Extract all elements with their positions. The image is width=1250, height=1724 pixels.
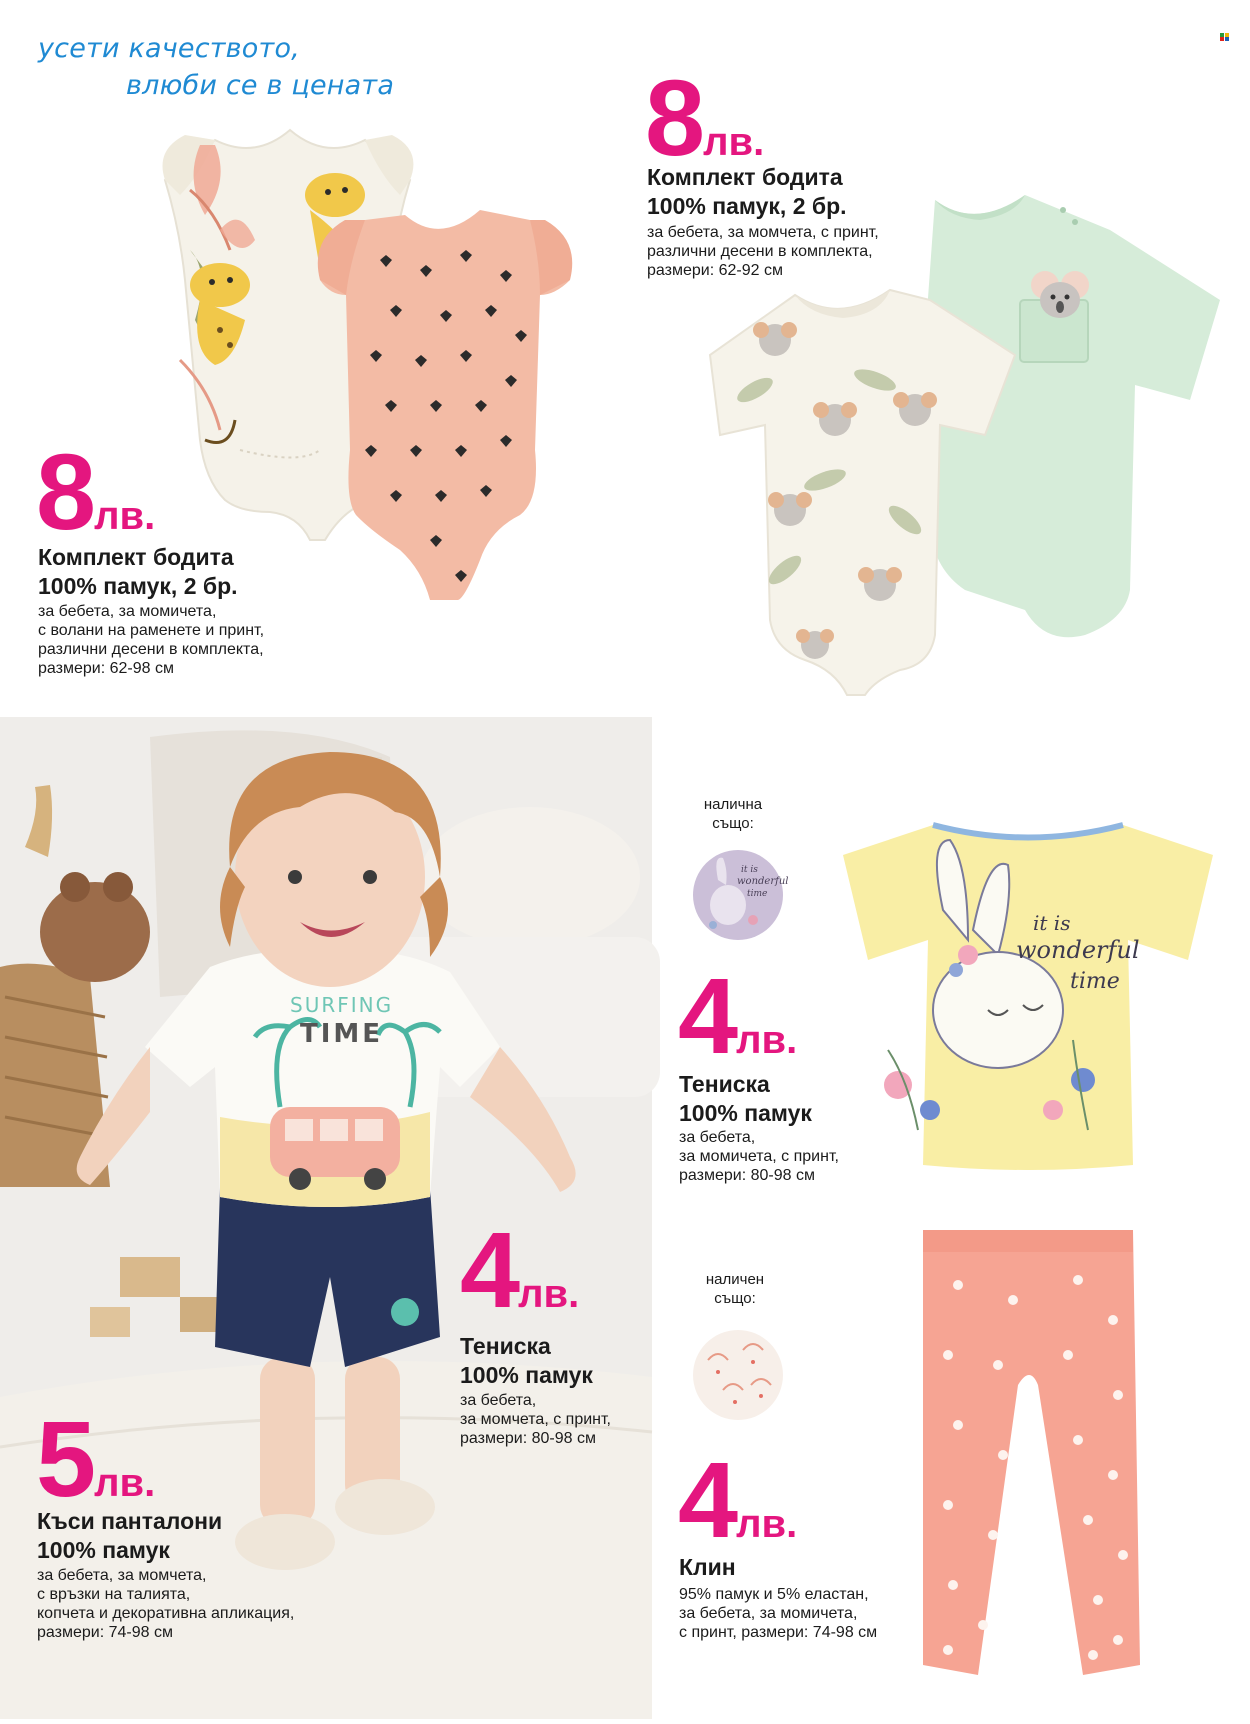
girl-tshirt-print-line-1: it is [1033, 911, 1071, 935]
price-currency: лв. [703, 120, 765, 164]
product-desc-tshirt-boys: за бебета, за момчета, с принт, размери: 80-98 см [460, 1392, 611, 1447]
product-desc-shorts: за бебета, за момчета, с връзки на талията, копчета и декоративна апликация, размери: 74-98 см [37, 1567, 295, 1641]
swatch-print-line-3: time [747, 889, 768, 899]
price-value: 8 [645, 57, 702, 178]
tagline [38, 30, 394, 104]
leggings-image [918, 1225, 1143, 1680]
swatch-print-line-2: wonderful [737, 876, 789, 887]
product-desc-leggings: 95% памук и 5% еластан, за бебета, за момичета, с принт, размери: 74-98 см [679, 1586, 878, 1641]
wooden-blocks [120, 1257, 180, 1297]
tshirt-print-line-2: TIME [300, 1019, 384, 1049]
price-value: 4 [678, 955, 735, 1076]
color-swatch-white-leggings[interactable] [693, 1330, 783, 1420]
price-currency: лв. [94, 494, 156, 538]
price-shorts [36, 1398, 156, 1519]
sneaker-left [235, 1514, 335, 1570]
price-bodysuits-boys [645, 57, 765, 178]
product-title-bodysuits-girls: Комплект бодита 100% памук, 2 бр. [38, 544, 238, 599]
price-tshirt-girls [678, 955, 798, 1076]
girl-tshirt-print-line-2: wonderful [1016, 936, 1140, 964]
product-desc-bodysuits-girls: за бебета, за момичета, с волани на раменете и принт, различни десени в комплекта, размери: 62-98 см [38, 603, 265, 677]
tagline-line-1: усети качеството, [38, 33, 300, 64]
tshirt-print-line-1: SURFING [290, 993, 394, 1017]
corner-logo-mark [1220, 33, 1230, 41]
price-tshirt-boys [460, 1209, 580, 1330]
teddy-bear [40, 882, 150, 982]
price-currency: лв. [94, 1461, 156, 1505]
girl-tshirt-image [838, 810, 1218, 1175]
price-value: 4 [460, 1209, 517, 1330]
price-value: 4 [678, 1439, 735, 1560]
product-desc-bodysuits-boys: за бебета, за момчета, с принт, различни десени в комплекта, размери: 62-92 см [647, 224, 879, 279]
price-currency: лв. [736, 1018, 798, 1062]
also-available-label-tshirt: налична също: [703, 796, 763, 832]
price-leggings [678, 1439, 798, 1560]
product-title-leggings: Клин [679, 1554, 736, 1580]
price-currency: лв. [518, 1272, 580, 1316]
boys-bodysuits-image [715, 190, 1225, 765]
product-title-tshirt-boys: Тениска 100% памук [460, 1333, 593, 1388]
color-swatch-lilac-tshirt[interactable] [693, 850, 789, 940]
sneaker-right [335, 1479, 435, 1535]
girl-tshirt-print-line-3: time [1070, 969, 1120, 994]
tagline-line-2: влюби се в цената [126, 70, 395, 101]
price-value: 5 [36, 1398, 93, 1519]
van-print [270, 1107, 400, 1177]
price-currency: лв. [736, 1502, 798, 1546]
also-available-label-leggings: наличен също: [705, 1271, 765, 1307]
pillow [420, 807, 640, 947]
product-desc-tshirt-girls: за бебета, за момичета, с принт, размери: 80-98 см [679, 1129, 839, 1184]
product-title-bodysuits-boys: Комплект бодита 100% памук, 2 бр. [647, 164, 847, 219]
swatch-print-line-1: it is [741, 865, 758, 875]
price-value: 8 [36, 431, 93, 552]
peach-hearts-bodysuit [318, 210, 572, 600]
product-title-tshirt-girls: Тениска 100% памук [679, 1071, 812, 1126]
product-title-shorts: Къси панталони 100% памук [37, 1508, 223, 1563]
price-bodysuits-girls [36, 431, 156, 552]
